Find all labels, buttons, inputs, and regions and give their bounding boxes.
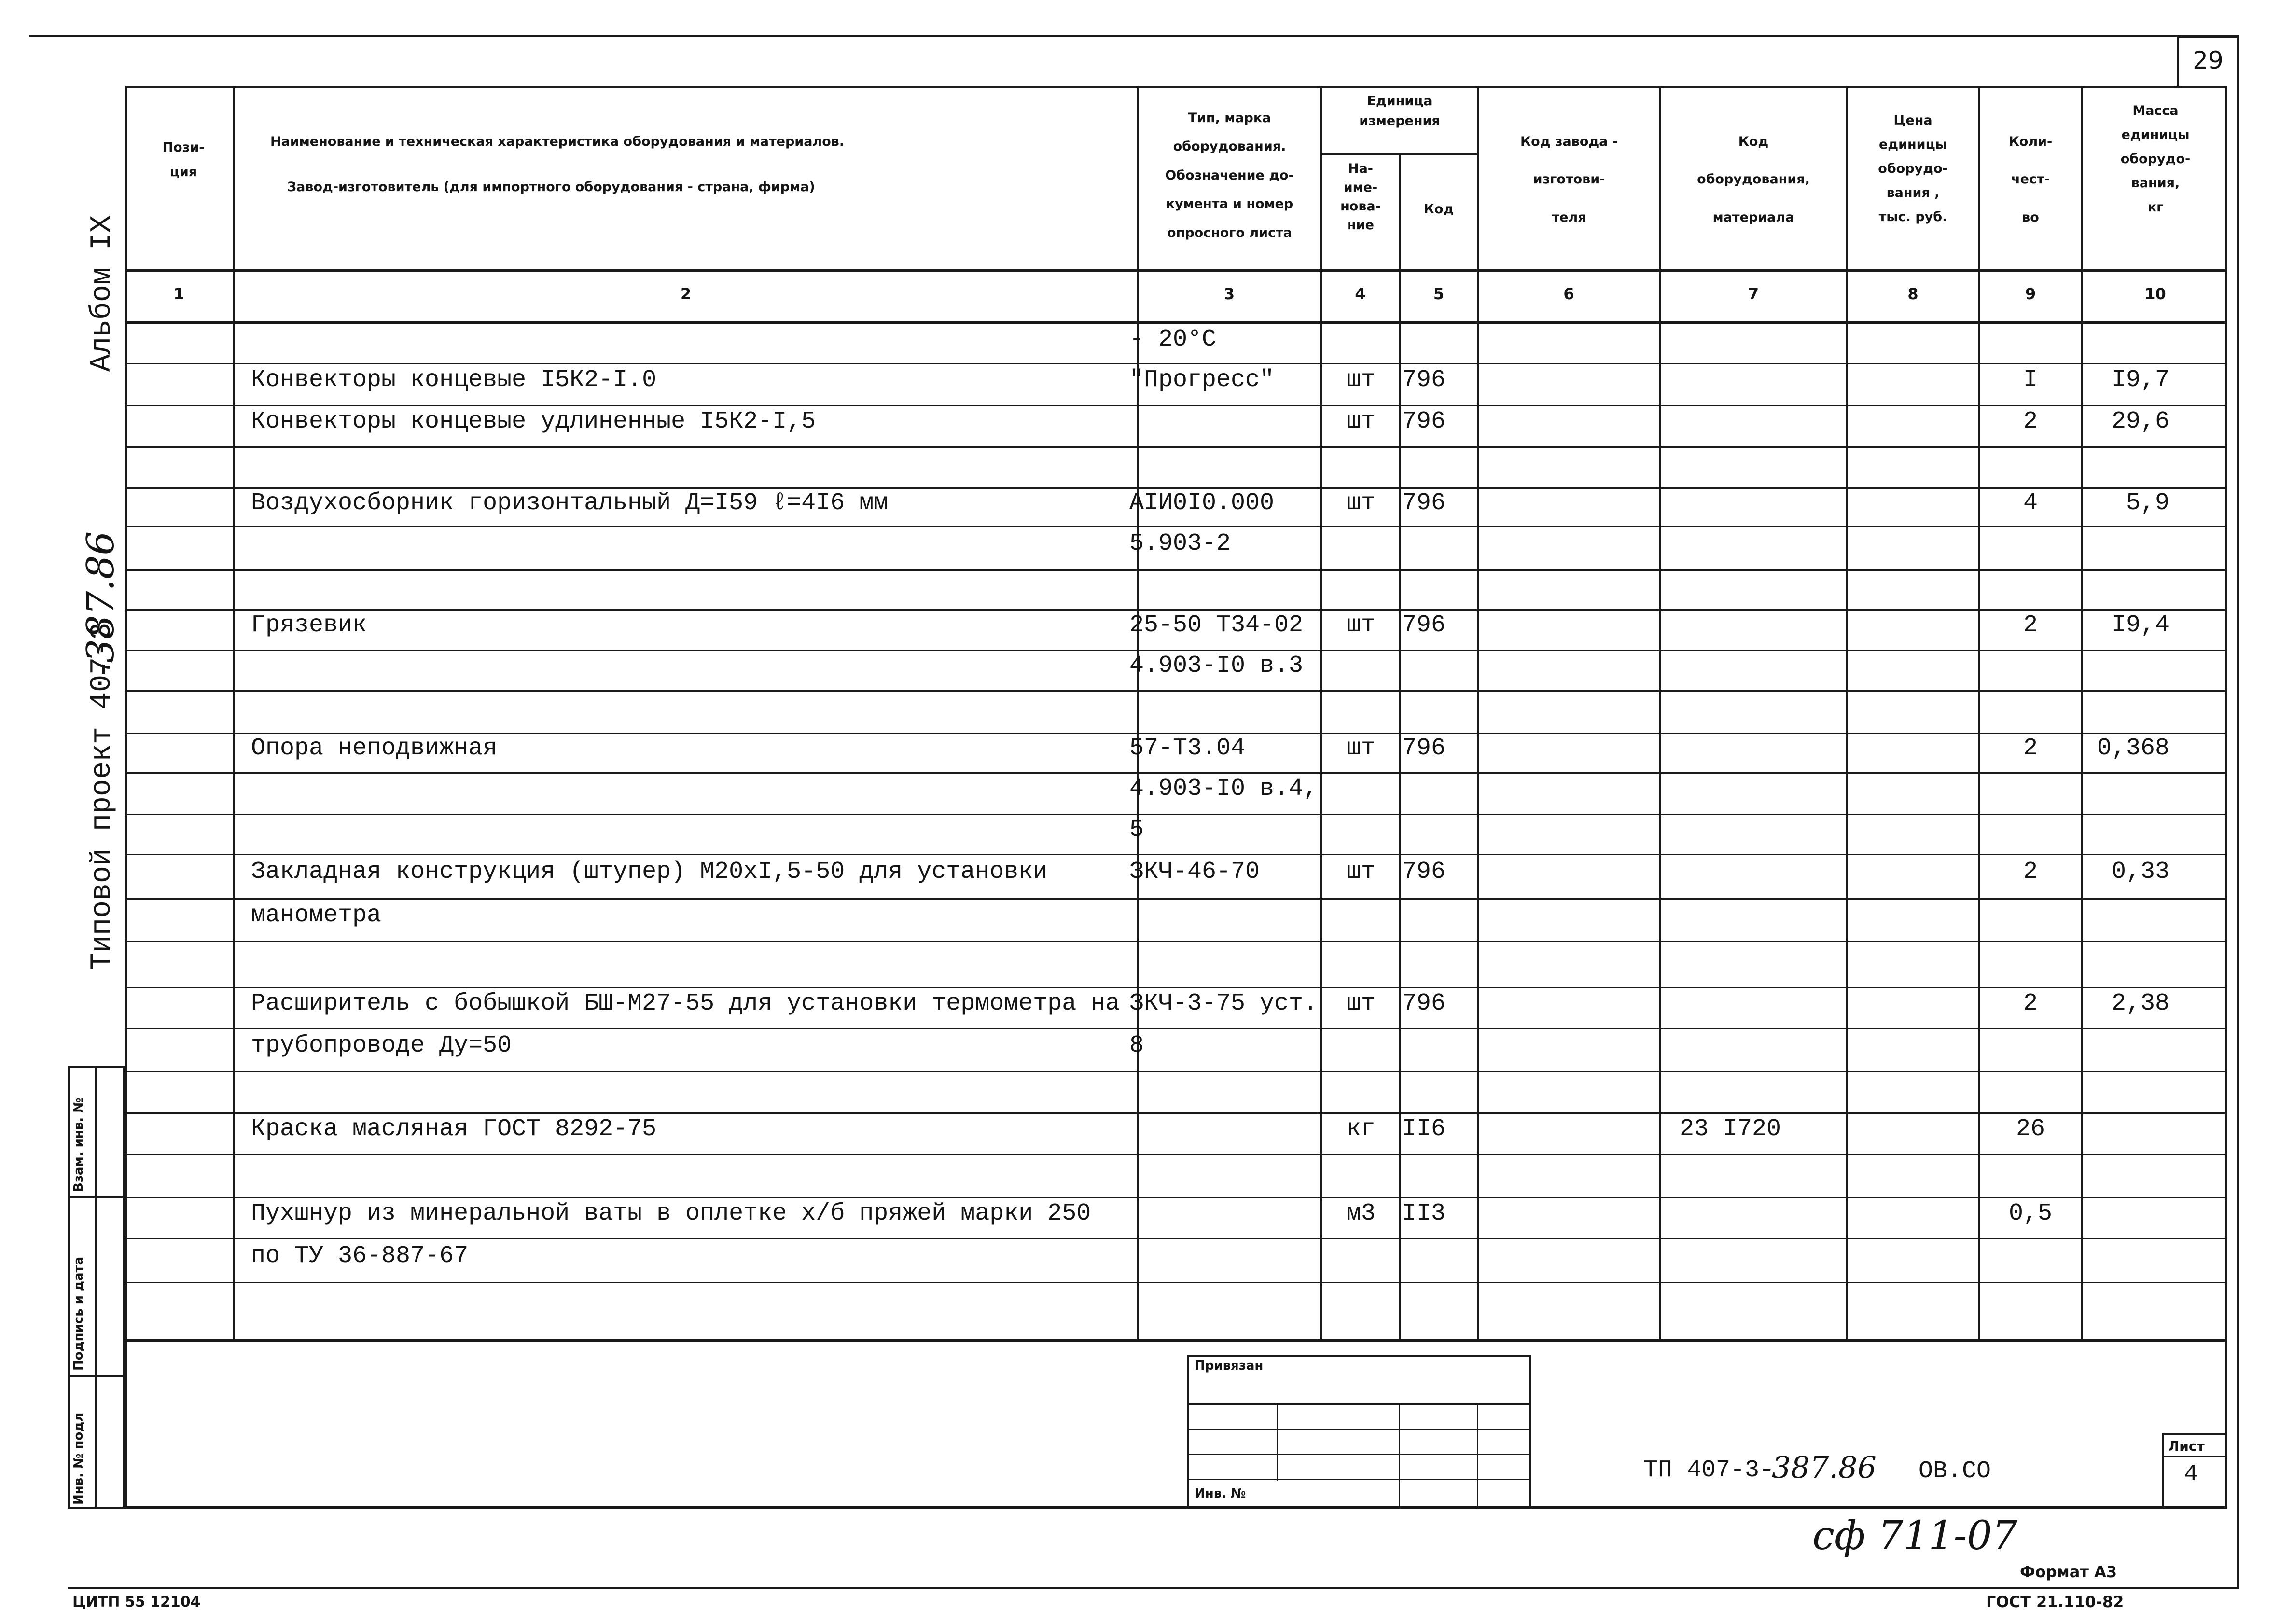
header-position: Пози- ция bbox=[162, 140, 205, 180]
cell-type: 57-Т3.04 bbox=[1129, 735, 1246, 762]
cell-type: 8 bbox=[1129, 1031, 1144, 1059]
row-divider bbox=[125, 987, 2227, 988]
inv-no-label: Инв. № bbox=[1195, 1486, 1246, 1501]
cell-type: 5 bbox=[1129, 816, 1144, 844]
row-divider bbox=[125, 1071, 2227, 1072]
cell-unit: шт bbox=[1346, 408, 1376, 435]
row-divider bbox=[125, 1238, 2227, 1239]
row-divider bbox=[125, 569, 2227, 571]
cell-mass: 0,368 bbox=[2097, 735, 2169, 762]
col-number-10: 10 bbox=[2144, 285, 2166, 303]
frame-top-line bbox=[29, 35, 2239, 37]
row-divider bbox=[125, 1197, 2227, 1198]
cell-mass: 5,9 bbox=[2126, 489, 2169, 517]
header-unit-code: Код bbox=[1423, 202, 1454, 217]
cell-name: манометра bbox=[251, 902, 382, 929]
cell-qty: 2 bbox=[2023, 735, 2038, 762]
footer-citp: ЦИТП 55 12104 bbox=[72, 1594, 201, 1610]
cell-name: Конвекторы концевые удлиненные I5К2-I,5 bbox=[251, 408, 816, 435]
cell-type: ЗКЧ-46-70 bbox=[1129, 858, 1260, 886]
cell-unit: шт bbox=[1346, 489, 1376, 517]
project-label-handwritten: -387.86 bbox=[79, 531, 123, 676]
footer-handwritten-mark: сф 711-07 bbox=[1812, 1513, 2017, 1559]
cell-type: 5.903-2 bbox=[1129, 530, 1231, 557]
cell-type: "Прогресс" bbox=[1129, 366, 1275, 394]
row-divider bbox=[125, 609, 2227, 611]
cell-name: по ТУ 36-887-67 bbox=[251, 1242, 469, 1270]
row-divider bbox=[125, 650, 2227, 651]
privyazan-label: Привязан bbox=[1195, 1359, 1264, 1373]
stamp-h2 bbox=[68, 1375, 125, 1377]
cell-qty: I bbox=[2023, 366, 2038, 394]
col-number-6: 6 bbox=[1563, 285, 1574, 303]
cell-name: Воздухосборник горизонтальный Д=I59 ℓ=4I6 мм bbox=[251, 489, 889, 517]
cell-mass: 2,38 bbox=[2111, 989, 2169, 1017]
sheet-label: Лист bbox=[2168, 1438, 2205, 1454]
col-line-1 bbox=[233, 86, 235, 1341]
privyazan-v1 bbox=[1277, 1403, 1278, 1481]
cell-name: Краска масляная ГОСТ 8292-75 bbox=[251, 1115, 657, 1143]
cell-mass: I9,4 bbox=[2111, 611, 2169, 639]
col-line-2 bbox=[1137, 86, 1139, 1341]
privyazan-block bbox=[1187, 1355, 1531, 1509]
privyazan-h1 bbox=[1187, 1403, 1531, 1405]
cell-unit: шт bbox=[1346, 858, 1376, 886]
stamp-replacement-inv: Взам. инв. № bbox=[71, 1097, 86, 1192]
cell-code: II3 bbox=[1402, 1199, 1446, 1227]
col-number-5: 5 bbox=[1433, 285, 1445, 303]
row-divider bbox=[125, 1112, 2227, 1114]
cell-mass: 29,6 bbox=[2111, 408, 2169, 435]
page-number: 29 bbox=[2193, 46, 2224, 74]
cell-qty: 2 bbox=[2023, 989, 2038, 1017]
header-name-line1: Наименование и техническая характеристика оборудования и материалов. bbox=[270, 134, 845, 149]
cell-name: Грязевик bbox=[251, 611, 367, 639]
row-divider bbox=[125, 733, 2227, 734]
col-number-8: 8 bbox=[1907, 285, 1919, 303]
privyazan-v2 bbox=[1399, 1403, 1400, 1509]
stamp-divider bbox=[95, 1066, 97, 1509]
cell-qty: 26 bbox=[2016, 1115, 2045, 1143]
cell-qty: 4 bbox=[2023, 489, 2038, 517]
cell-type: АIИ0I0.000 bbox=[1129, 489, 1275, 517]
document-suffix: ОВ.СО bbox=[1919, 1457, 1991, 1485]
cell-code: II6 bbox=[1402, 1115, 1446, 1143]
header-sub-line bbox=[1320, 153, 1479, 155]
stamp-h1 bbox=[68, 1196, 125, 1198]
cell-type: - 20°C bbox=[1129, 326, 1217, 353]
row-divider bbox=[125, 898, 2227, 900]
cell-unit: шт bbox=[1346, 611, 1376, 639]
cell-name: трубопроводе Ду=50 bbox=[251, 1031, 512, 1059]
cell-type: ЗКЧ-3-75 уст. bbox=[1129, 989, 1318, 1017]
privyazan-h3 bbox=[1187, 1454, 1531, 1455]
row-divider bbox=[125, 526, 2227, 527]
row-divider bbox=[125, 690, 2227, 692]
cell-unit: кг bbox=[1346, 1115, 1376, 1143]
col-line-9 bbox=[2081, 86, 2083, 1341]
document-code: ТП 407-3 bbox=[1643, 1457, 1760, 1484]
cell-name: Пухшнур из минеральной ваты в оплетке х/б пряжей марки 250 bbox=[251, 1199, 1091, 1227]
cell-code: 796 bbox=[1402, 858, 1446, 886]
stamp-inv-podl: Инв. № подл bbox=[71, 1412, 86, 1505]
col-number-2: 2 bbox=[680, 285, 692, 303]
header-quantity: Коли- чест- во bbox=[2008, 134, 2053, 225]
album-label: Альбом IX bbox=[86, 215, 119, 372]
header-unit-name: На- име- нова- ние bbox=[1340, 161, 1381, 233]
sheet-box-top bbox=[2162, 1433, 2227, 1435]
cell-code: 796 bbox=[1402, 735, 1446, 762]
cell-name: Закладная конструкция (штупер) М20хI,5-50 для установки bbox=[251, 858, 1048, 886]
row-divider bbox=[125, 814, 2227, 815]
cell-name: Опора неподвижная bbox=[251, 735, 498, 762]
header-equipment-code: Код оборудования, материала bbox=[1697, 134, 1810, 225]
cell-qty: 2 bbox=[2023, 408, 2038, 435]
cell-mass: I9,7 bbox=[2111, 366, 2169, 394]
sheet-box-h bbox=[2162, 1456, 2227, 1457]
row-divider bbox=[125, 1154, 2227, 1155]
frame-bottom-line bbox=[68, 1587, 2239, 1589]
cell-code7: 23 I720 bbox=[1680, 1115, 1781, 1143]
cell-code: 796 bbox=[1402, 611, 1446, 639]
cell-qty: 0,5 bbox=[2008, 1199, 2052, 1227]
col-line-4 bbox=[1399, 153, 1401, 1341]
cell-unit: шт bbox=[1346, 989, 1376, 1017]
document-code-handwritten: -387.86 bbox=[1762, 1450, 1877, 1485]
cell-type: 4.903-I0 в.4, bbox=[1129, 775, 1318, 803]
footer-gost: ГОСТ 21.110-82 bbox=[1986, 1593, 2124, 1611]
row-divider bbox=[125, 772, 2227, 774]
header-name-line2: Завод-изготовитель (для импортного оборудования - страна, фирма) bbox=[287, 180, 815, 194]
project-label: Типовой проект 407-3 bbox=[86, 622, 119, 970]
table-body-bottom bbox=[125, 1339, 2227, 1342]
cell-unit: шт bbox=[1346, 735, 1376, 762]
row-divider bbox=[125, 854, 2227, 855]
colnum-bottom-line bbox=[125, 321, 2227, 324]
sheet-number: 4 bbox=[2184, 1461, 2198, 1487]
privyazan-h4 bbox=[1187, 1479, 1531, 1480]
row-divider bbox=[125, 941, 2227, 942]
header-factory-code: Код завода - изготови- теля bbox=[1520, 134, 1618, 225]
row-divider bbox=[125, 1282, 2227, 1283]
cell-unit: шт bbox=[1346, 366, 1376, 394]
col-line-8 bbox=[1978, 86, 1980, 1341]
col-line-6 bbox=[1659, 86, 1661, 1341]
cell-code: 796 bbox=[1402, 408, 1446, 435]
cell-type: 4.903-I0 в.3 bbox=[1129, 652, 1304, 680]
footer-format: Формат А3 bbox=[2020, 1563, 2117, 1581]
privyazan-h2 bbox=[1187, 1429, 1531, 1430]
cell-mass: 0,33 bbox=[2111, 858, 2169, 886]
cell-code: 796 bbox=[1402, 366, 1446, 394]
col-number-3: 3 bbox=[1223, 285, 1235, 303]
row-divider bbox=[125, 405, 2227, 406]
stamp-signature-date: Подпись и дата bbox=[71, 1256, 86, 1371]
privyazan-v3 bbox=[1477, 1403, 1478, 1509]
cell-code: 796 bbox=[1402, 989, 1446, 1017]
col-number-9: 9 bbox=[2025, 285, 2036, 303]
header-bottom-line bbox=[125, 269, 2227, 272]
cell-qty: 2 bbox=[2023, 611, 2038, 639]
cell-qty: 2 bbox=[2023, 858, 2038, 886]
col-number-1: 1 bbox=[173, 285, 184, 303]
col-line-7 bbox=[1846, 86, 1848, 1341]
cell-type: 25-50 Т34-02 bbox=[1129, 611, 1304, 639]
header-unit: Единица измерения bbox=[1359, 94, 1440, 128]
header-mass: Масса единицы оборудо- вания, кг bbox=[2120, 103, 2191, 215]
cell-unit: м3 bbox=[1346, 1199, 1376, 1227]
col-line-5 bbox=[1477, 86, 1479, 1341]
row-divider bbox=[125, 1028, 2227, 1029]
frame-right-line bbox=[2237, 86, 2239, 1587]
cell-name: Расширитель с бобышкой БШ-М27-55 для установки термометра на bbox=[251, 989, 1120, 1017]
header-price: Цена единицы оборудо- вания , тыс. руб. bbox=[1878, 113, 1948, 224]
header-type: Тип, марка оборудования. Обозначение до- кумента и номер опросного листа bbox=[1165, 111, 1294, 240]
col-line-3 bbox=[1320, 86, 1322, 1341]
row-divider bbox=[125, 446, 2227, 448]
col-number-7: 7 bbox=[1748, 285, 1759, 303]
cell-name: Конвекторы концевые I5К2-I.0 bbox=[251, 366, 657, 394]
cell-code: 796 bbox=[1402, 489, 1446, 517]
row-divider bbox=[125, 363, 2227, 364]
row-divider bbox=[125, 487, 2227, 489]
col-number-4: 4 bbox=[1355, 285, 1366, 303]
